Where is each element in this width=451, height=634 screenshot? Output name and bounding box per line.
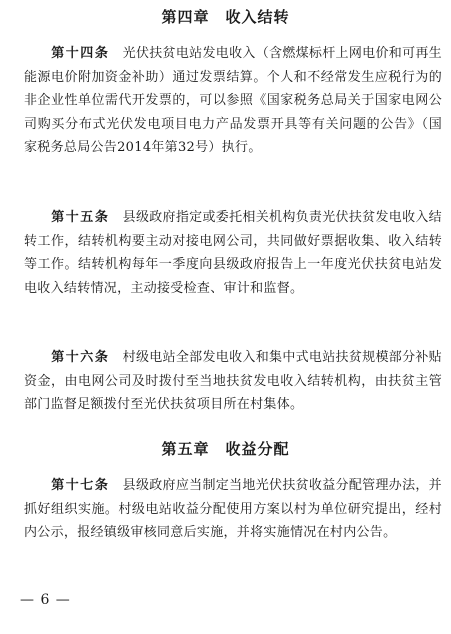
article-15-number: 第十五条 [51,210,110,225]
article-15 [24,206,442,300]
article-17-number: 第十七条 [51,478,110,493]
page-number: — 6 — [20,592,71,608]
article-15-text: 县级政府指定或委托相关机构负责光伏扶贫发电收入结转工作，结转机构要主动对接电网公司，共同做好票据收集、收入结转等工作。结转机构每年一季度向县级政府报告上一年度光伏扶贫电站发电收入结转情况，主动接受检查、审计和监督。 [24,210,442,296]
article-16-text: 村级电站全部发电收入和集中式电站扶贫规模部分补贴资金，由电网公司及时拨付至当地扶贫发电收入结转机构，由扶贫主管部门监督足额拨付至光伏扶贫项目所在村集体。 [24,350,442,412]
article-14-number: 第十四条 [51,46,110,61]
article-14-text: 光伏扶贫电站发电收入（含燃煤标杆上网电价和可再生能源电价附加资金补助）通过发票结算。个人和不经常发生应税行为的非企业性单位需代开发票的，可以参照《国家税务总局关于国家电网公司购买分布式光伏发电项目电力产品发票开具等有关问题的公告》（国家税务总局公告2014年第32号）执行。 [24,46,442,155]
article-16-number: 第十六条 [51,350,110,365]
article-16 [24,346,442,417]
article-17-text: 县级政府应当制定当地光伏扶贫收益分配管理办法，并抓好组织实施。村级电站收益分配使用方案以村为单位研究提出，经村内公示，报经镇级审核同意后实施，并将实施情况在村内公告。 [24,478,442,540]
article-17 [24,474,442,545]
chapter-4-title: 第四章 收入结转 [161,8,290,26]
chapter-5-title: 第五章 收益分配 [161,440,290,458]
article-14 [24,42,442,160]
